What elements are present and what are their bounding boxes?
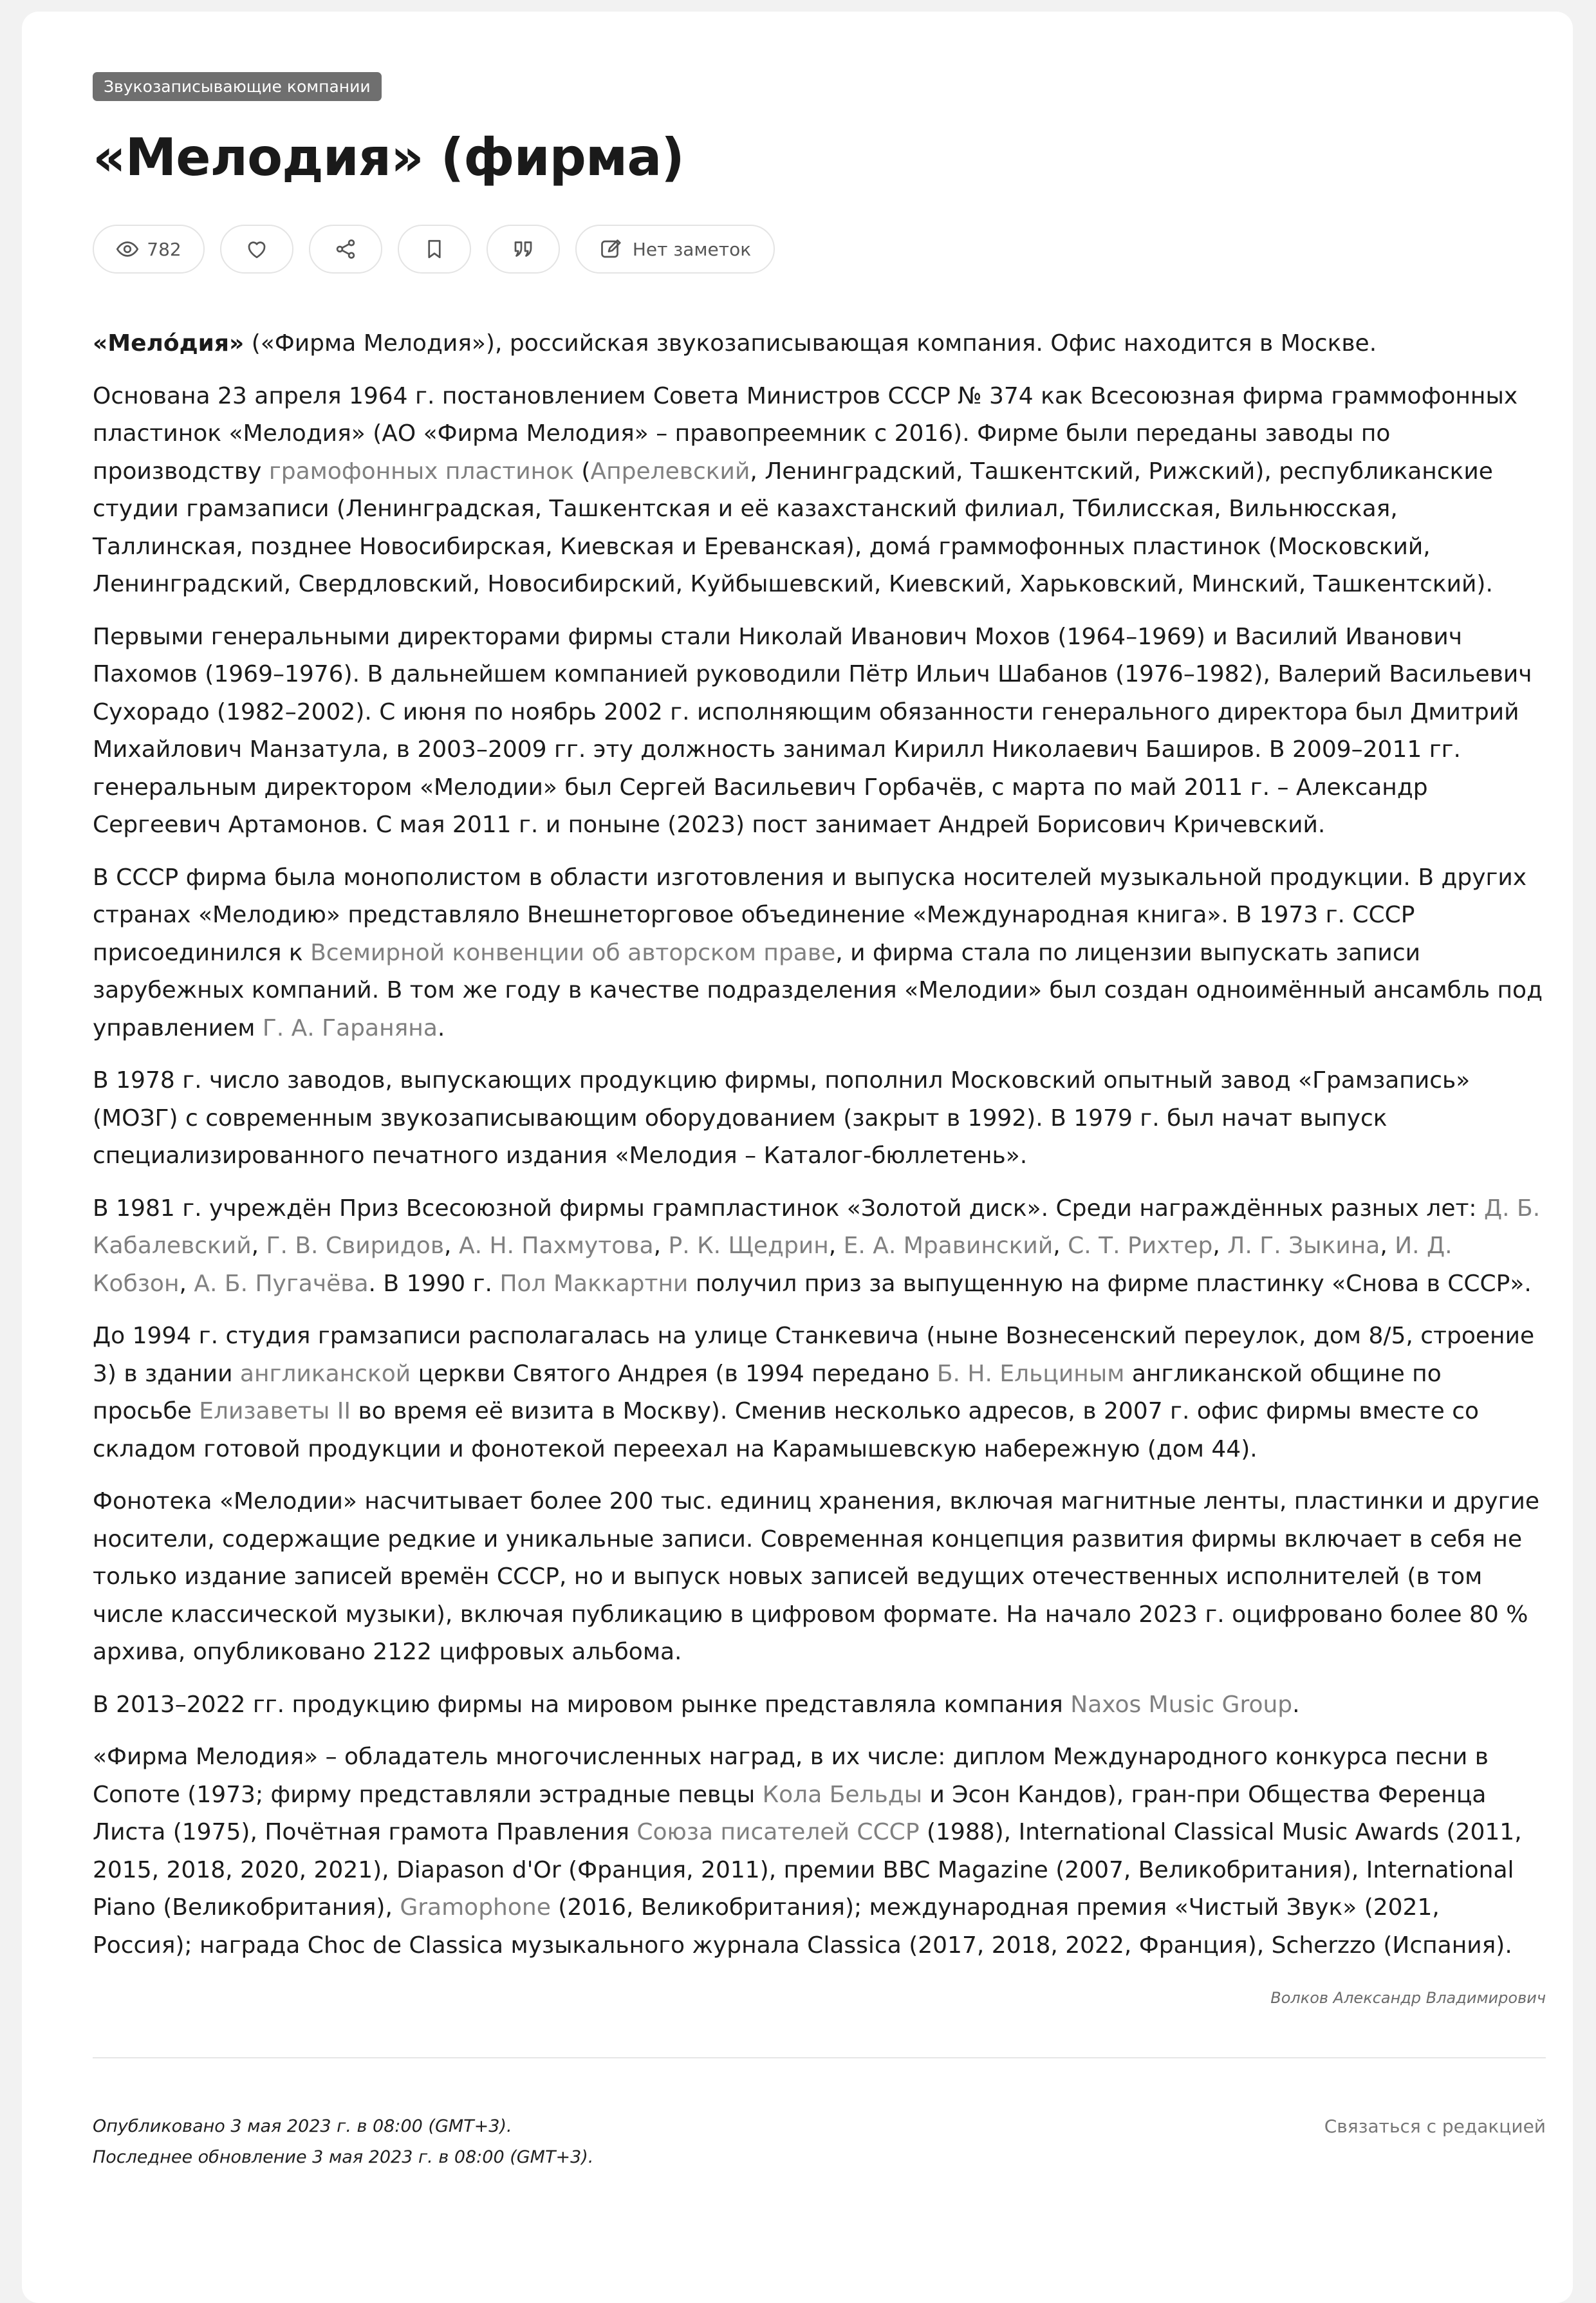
article-paragraph xyxy=(93,1686,1546,1724)
paragraph-text: Основана 23 апреля 1964 г. постановлением Совета Министров СССР № 374 как Всесоюзная фирма граммофонных пластинок «Мелодия» (АО «Фирма Мелодия» – правопреемник с 2016). Фирме были переданы заводы по производству xyxy=(93,382,1518,485)
paragraph-text: церкви Святого Андрея (в 1994 передано xyxy=(411,1360,937,1387)
article-link[interactable]: грамофонных пластинок xyxy=(268,458,574,485)
article-link[interactable]: И. Д. Кобзон xyxy=(93,1233,1452,1297)
article-link[interactable]: С. Т. Рихтер xyxy=(1068,1233,1213,1259)
article-paragraph xyxy=(93,1739,1546,1964)
term-headword-quote: « xyxy=(93,330,108,357)
contact-editor-link[interactable]: Связаться с редакцией xyxy=(1324,2116,1546,2137)
article-paragraph xyxy=(93,619,1546,844)
paragraph-text: В 1981 г. учреждён Приз Всесоюзной фирмы грампластинок «Золотой диск». Среди награждённых разных лет: xyxy=(93,1195,1485,1222)
article-link[interactable]: англиканской xyxy=(239,1360,411,1387)
paragraph-text: получил приз за выпущенную на фирме пластинку «Снова в СССР». xyxy=(688,1270,1532,1297)
paragraph-text: («Фирма Мелодия»), российская звукозаписывающая компания. Офис находится в Москве. xyxy=(244,330,1377,357)
paragraph-text: ( xyxy=(573,458,591,485)
paragraph-text: . В 1990 г. xyxy=(368,1270,500,1297)
category-tag[interactable]: Звукозаписывающие компании xyxy=(93,72,382,101)
paragraph-text: , xyxy=(179,1270,194,1297)
notes-button[interactable] xyxy=(575,225,775,274)
paragraph-text: В 2013–2022 гг. продукцию фирмы на мировом рынке представляла компания xyxy=(93,1691,1071,1718)
paragraph-text: (2016, Великобритания); международная премия «Чистый Звук» (2021, Россия); награда Choc de Classica музыкального журнала Classica (2017, 2018, 2022, Франция), Scherzzo (Испания). xyxy=(93,1894,1512,1959)
paragraph-text: , xyxy=(828,1233,844,1259)
article-paragraph xyxy=(93,1062,1546,1175)
article-link[interactable]: Б. Н. Ельциным xyxy=(936,1360,1125,1387)
share-button[interactable] xyxy=(309,225,382,274)
article-link[interactable]: Всемирной конвенции об авторском праве xyxy=(310,939,836,966)
article-link[interactable]: Апрелевский xyxy=(590,458,750,485)
notes-label: Нет заметок xyxy=(632,238,752,260)
article-paragraph xyxy=(93,325,1546,363)
article-footer xyxy=(93,2111,1546,2182)
paragraph-text: , xyxy=(444,1233,459,1259)
article-paragraph xyxy=(93,1483,1546,1672)
bookmark-button[interactable] xyxy=(398,225,471,274)
paragraph-text: и Эсон Кандов), гран-при Общества Ференца Листа (1975), Почётная грамота Правления xyxy=(93,1781,1487,1845)
paragraph-text: (1988), International Classical Music Awards (2011, 2015, 2018, 2020, 2021), Diapason d'Or (Франция, 2011), премии BBC Magazine (2007, Великобритания), International Piano (Великобритания), xyxy=(93,1819,1522,1921)
article-link[interactable]: А. Н. Пахмутова xyxy=(458,1233,654,1259)
article-paragraph xyxy=(93,378,1546,604)
article-link[interactable]: Елизаветы II xyxy=(199,1398,351,1424)
divider xyxy=(93,2057,1546,2058)
article-card xyxy=(22,12,1573,2303)
page-title: «Мелодия» (фирма) xyxy=(93,127,684,187)
paragraph-text: «Фирма Мелодия» – обладатель многочисленных наград, в их числе: диплом Международного конкурса песни в Сопоте (1973; фирму представляли эстрадные певцы xyxy=(93,1744,1489,1808)
paragraph-text: , xyxy=(251,1233,266,1259)
bookmark-icon xyxy=(423,238,446,261)
article-paragraph xyxy=(93,1190,1546,1303)
paragraph-text: , и фирма стала по лицензии выпускать записи зарубежных компаний. В том же году в качестве подразделения «Мелодии» был создан одноимённый ансамбль под управлением xyxy=(93,939,1543,1041)
updated-date: Последнее обновление 3 мая 2023 г. в 08:00 (GMT+3). xyxy=(93,2147,594,2167)
paragraph-text: До 1994 г. студия грамзаписи располагалась на улице Станкевича (ныне Вознесенский переулок, дом 8/5, строение 3) в здании xyxy=(93,1323,1535,1387)
published-date: Опубликовано 3 мая 2023 г. в 08:00 (GMT+3). xyxy=(93,2116,512,2136)
article-link[interactable]: Г. В. Свиридов xyxy=(266,1233,445,1259)
article-content xyxy=(93,72,1546,2182)
article-link[interactable]: А. Б. Пугачёва xyxy=(194,1270,369,1297)
article-body xyxy=(93,325,1546,1964)
author-name: Волков Александр Владимирович xyxy=(1270,1989,1546,2007)
like-button[interactable] xyxy=(220,225,293,274)
paragraph-text: В 1978 г. число заводов, выпускающих продукцию фирмы, пополнил Московский опытный завод «Грамзапись» (МОЗГ) с современным звукозаписывающим оборудованием (закрыт в 1992). В 1979 г. был начат выпуск специализированного печатного издания «Мелодия – Каталог-бюллетень». xyxy=(93,1067,1471,1169)
paragraph-text: , Ленинградский, Ташкентский, Рижский), республиканские студии грамзаписи (Ленинградская, Ташкентская и её казахстанский филиал, Тбилисская, Вильнюсская, Таллинская, позднее Новосибирская, Киевская и Ереванская), дома́ граммофонных пластинок (Московский, Ленинградский, Свердловский, Новосибирский, Куйбышевский, Киевский, Харьковский, Минский, Ташкентский). xyxy=(93,458,1493,597)
article-link[interactable]: Е. А. Мравинский xyxy=(843,1233,1053,1259)
paragraph-text: Фонотека «Мелодии» насчитывает более 200 тыс. единиц хранения, включая магнитные ленты, пластинки и другие носители, содержащие редкие и уникальные записи. Современная концепция развития фирмы включает в себя не только издание записей времён СССР, но и выпуск новых записей ведущих отечественных исполнителей (в том числе классической музыки), включая публикацию в цифровом формате. На начало 2023 г. оцифровано более 80 % архива, опубликовано 2122 цифровых альбома. xyxy=(93,1488,1540,1665)
paragraph-text: . xyxy=(1292,1691,1300,1718)
article-paragraph xyxy=(93,859,1546,1048)
paragraph-text: , xyxy=(1212,1233,1228,1259)
paragraph-text: , xyxy=(653,1233,669,1259)
eye-icon xyxy=(116,238,139,261)
article-link[interactable]: Gramophone xyxy=(400,1894,551,1921)
edit-note-icon xyxy=(599,238,622,261)
paragraph-text: . xyxy=(437,1014,445,1041)
article-link[interactable]: Naxos Music Group xyxy=(1070,1691,1293,1718)
paragraph-text: во время её визита в Москву). Сменив несколько адресов, в 2007 г. офис фирмы вместе со складом готовой продукции и фонотекой переехал на Карамышевскую набережную (дом 44). xyxy=(93,1398,1480,1462)
article-link[interactable]: Кола Бельды xyxy=(762,1781,923,1808)
paragraph-text: , xyxy=(1380,1233,1395,1259)
quote-icon xyxy=(512,238,535,261)
term-headword: Мело́дия» xyxy=(107,330,245,357)
share-icon xyxy=(334,238,357,261)
paragraph-text: Первыми генеральными директорами фирмы стали Николай Иванович Мохов (1964–1969) и Василий Иванович Пахомов (1969–1976). В дальнейшем компанией руководили Пётр Ильич Шабанов (1976–1982), Валерий Васильевич Сухорадо (1982–2002). С июня по ноябрь 2002 г. исполняющим обязанности генерального директора был Дмитрий Михайлович Манзатула, в 2003–2009 гг. эту должность занимал Кирилл Николаевич Баширов. В 2009–2011 гг. генеральным директором «Мелодии» был Сергей Васильевич Горбачёв, с марта по май 2011 г. – Александр Сергеевич Артамонов. С мая 2011 г. и поныне (2023) пост занимает Андрей Борисович Кричевский. xyxy=(93,623,1532,838)
article-link[interactable]: Пол Маккартни xyxy=(499,1270,689,1297)
paragraph-text: англиканской общине по просьбе xyxy=(93,1360,1442,1424)
cite-button[interactable] xyxy=(487,225,560,274)
article-link[interactable]: Д. Б. Кабалевский xyxy=(93,1195,1541,1259)
article-link[interactable]: Г. А. Гараняна xyxy=(262,1014,438,1041)
paragraph-text: В СССР фирма была монополистом в области изготовления и выпуска носителей музыкальной продукции. В других странах «Мелодию» представляло Внешнеторговое объединение «Международная книга». В 1973 г. СССР присоединился к xyxy=(93,864,1527,966)
article-link[interactable]: Л. Г. Зыкина xyxy=(1227,1233,1380,1259)
heart-icon xyxy=(245,238,268,261)
views-count: 782 xyxy=(147,238,181,260)
article-link[interactable]: Союза писателей СССР xyxy=(636,1819,920,1845)
views-counter[interactable] xyxy=(93,225,205,274)
action-bar xyxy=(93,225,1546,274)
paragraph-text: , xyxy=(1053,1233,1068,1259)
article-paragraph xyxy=(93,1318,1546,1468)
article-link[interactable]: Р. К. Щедрин xyxy=(668,1233,829,1259)
